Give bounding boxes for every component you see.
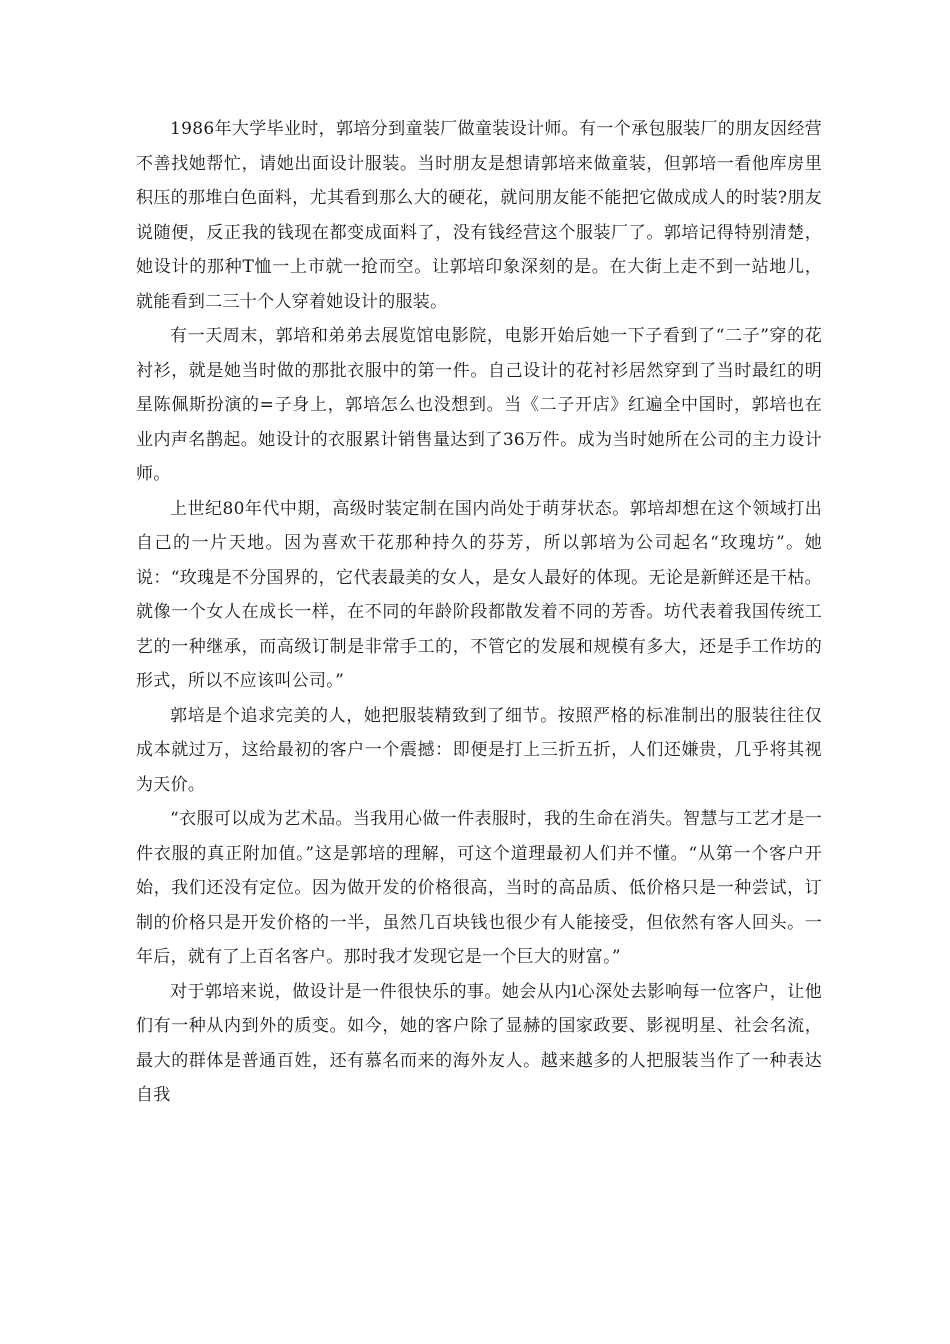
paragraph-1: 1986年大学毕业时，郭培分到童装厂做童装设计师。有一个承包服装厂的朋友因经营不善找她帮忙，请她出面设计服装。当时朋友是想请郭培来做童装，但郭培一看他库房里积压的那堆白色面料，尤其看到那么大的硬花，就问朋友能不能把它做成成人的时装?朋友说随便，反正我的钱现在都变成面料了，没有钱经营这个服装厂了。郭培记得特别清楚，她设计的那种T恤一上市就一抢而空。让郭培印象深刻的是。在大街上走不到一站地儿，就能看到二三十个人穿着她设计的服装。: [136, 119, 822, 312]
paragraph-2: 有一天周末，郭培和弟弟去展览馆电影院，电影开始后她一下子看到了“二子”穿的花衬衫，就是她当时做的那批衣服中的第一件。自己设计的花衬衫居然穿到了当时最红的明星陈佩斯扮演的=子身上，郭培怎么也没想到。当《二子开店》红遍全中国时，郭培也在业内声名鹊起。她设计的衣服累计销售量达到了36万件。成为当时她所在公司的主力设计师。: [136, 326, 822, 484]
paragraph-5: “衣服可以成为艺术品。当我用心做一件表服时，我的生命在消失。智慧与工艺才是一件衣服的真正附加值。”这是郭培的理解，可这个道理最初人们并不懂。“从第一个客户开始，我们还没有定位。因为做开发的价格很高，当时的高品质、低价格只是一种尝试，订制的价格只是开发价格的一半，虽然几百块钱也很少有人能接受，但依然有客人回头。一年后，就有了上百名客户。那时我才发现它是一个巨大的财富。”: [136, 809, 822, 967]
paragraph-3: 上世纪80年代中期，高级时装定制在国内尚处于萌芽状态。郭培却想在这个领域打出自己的一片天地。因为喜欢干花那种持久的芬芳，所以郭培为公司起名“玫瑰坊”。她说：“玫瑰是不分国界的，它代表最美的女人，是女人最好的体现。无论是新鲜还是干枯。就像一个女人在成长一样，在不同的年龄阶段都散发着不同的芳香。坊代表着我国传统工艺的一种继承，而高级订制是非常手工的，不管它的发展和规模有多大，还是手工作坊的形式，所以不应该叫公司。”: [136, 498, 822, 691]
article-body: [136, 112, 822, 1113]
paragraph-4: 郭培是个追求完美的人，她把服装精致到了细节。按照严格的标准制出的服装往往仅成本就过万，这给最初的客户一个震撼：即便是打上三折五折，人们还嫌贵，几乎将其视为天价。: [136, 705, 822, 795]
paragraph-6: 对于郭培来说，做设计是一件很快乐的事。她会从内l心深处去影响每一位客户，让他们有一种从内到外的质变。如今，她的客户除了显赫的国家政要、影视明星、社会名流，最大的群体是普通百姓，还有慕名而来的海外友人。越来越多的人把服装当作了一种表达自我: [136, 981, 822, 1105]
